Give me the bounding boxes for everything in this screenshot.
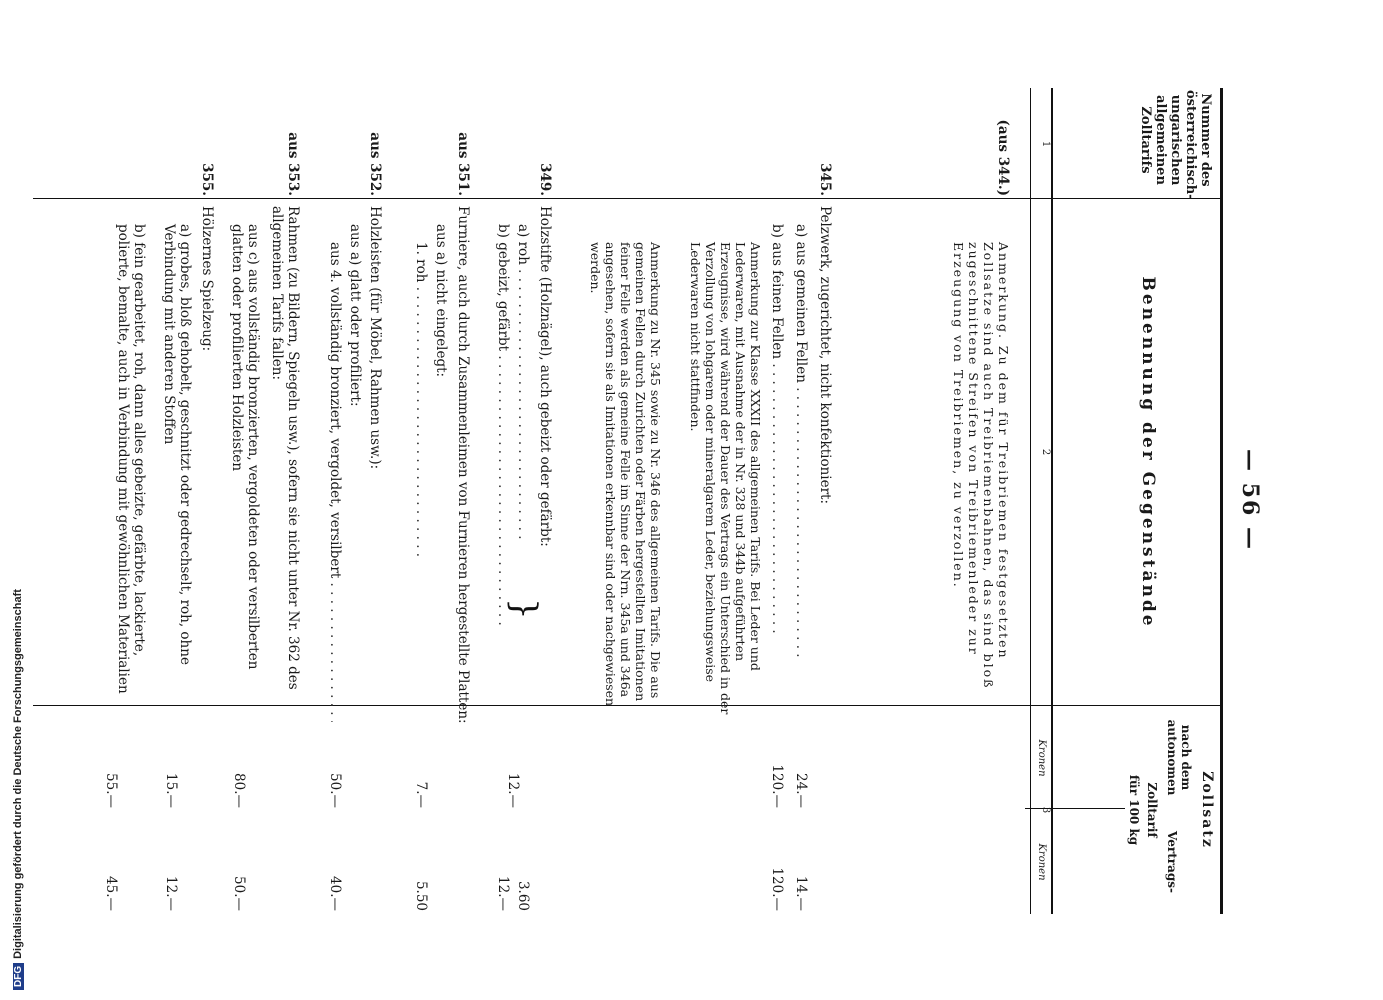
autonomous-rate: 7.— [413,781,429,808]
table-row [99,88,147,914]
treaty-rate: 12.— [163,876,179,911]
table-row [931,88,1011,914]
digitization-note-text: Digitalisierung gefördert durch die Deutsche Forschungsgemeinschaft [12,589,24,959]
item-description: 1. roh . . . [413,206,429,722]
page-number: — 56 — [1237,449,1263,551]
brace-symbol: } [504,598,544,620]
item-description: a) roh . . . [515,206,531,694]
item-note: Anmerkung zu Nr. 345 sowie zu Nr. 346 des allgemeinen Tarifs. Die aus gemeinen Fellen durch Zurichten oder Färben hergestellten Imitationen feiner Felle werden als gemeine Felle im Sinne der Nrn. 345a und 346a angesehen, sofern sie als Imitationen erkennbar sind oder nachgewiesen werden. [588,242,663,707]
treaty-rate: 3.60 [515,880,531,911]
item-description: a) grobes, bloß gehobelt, geschnitzt oder gedrechselt, roh, ohne Verbindung mit anderen Stoffen [161,224,193,665]
table-row [583,88,663,914]
autonomous-rate: 80.— [231,773,247,808]
header-tariff-number: Nummer des österreichisch-ungarischen allgemeinen Zolltarifs [1138,90,1213,200]
treaty-rate: 40.— [327,876,343,911]
column-number-3: 3 [1040,806,1051,814]
autonomous-rate: 50.— [327,773,343,808]
header-bottom-rule [1030,88,1031,914]
item-description: aus 4. vollständig bronziert, vergoldet, versilbert . . . [327,206,343,722]
item-description: Furniere, auch durch Zusammenleimen von Furnieren hergestellte Platten: [455,206,471,724]
tariff-number: 349. [537,163,553,196]
treaty-rate: 5.50 [413,880,429,911]
header-tariff: Zolltarif [1145,782,1159,838]
autonomous-rate: 120.— [769,764,785,808]
tariff-number: 345. [817,163,833,196]
tariff-number: aus 352. [367,132,383,196]
item-description: b) gebeizt, gefärbt . . . [495,206,511,694]
autonomous-rate: 15.— [163,773,179,808]
item-description: Hölzernes Spielzeug: [199,206,215,352]
dfg-logo: DFG [13,963,24,990]
item-note: Anmerkung zur Klasse XXXII des allgemeinen Tarifs. Bei Leder und Lederwaren, mit Ausnahme der in Nr. 328 und 344b aufgeführten Erzeugnisse, wird während der Dauer des Vertrags ein Unterschied in der Verzollung von lohgarem oder mineralgarem Leder, beziehungsweise Lederwaren nicht stattfinden. [688,242,763,715]
tariff-number: 355. [199,163,215,196]
treaty-rate: 45.— [103,876,119,911]
header-per-100kg: für 100 kg [1127,774,1141,846]
table-row [261,88,301,914]
item-description: a) aus gemeinen Fellen . . . [793,206,809,704]
tariff-number: (aus 344.) [995,119,1011,196]
header-mid-rule [1051,88,1053,914]
item-description: Holzleisten (für Möbel, Rahmen usw.): [367,206,383,470]
header-duty-rate: Zollsatz [1199,771,1215,849]
header-autonomous: nach dem autonomen [1165,719,1193,796]
item-description: aus a) glatt oder profiliert: [347,224,363,407]
unit-kronen-treaty: Kronen [1036,843,1047,881]
autonomous-rate: 12.— [505,773,521,808]
tariff-number: aus 353. [285,132,301,196]
header-top-rule [1220,88,1223,914]
column-number-1: 1 [1040,140,1051,148]
table-row [663,88,763,914]
treaty-rate: 50.— [231,876,247,911]
item-description: b) fein gearbeitet, roh, dann alles gebeizte, gefärbte, lackierte, polierte, bemalte, auch in Verbindung mit gewöhnlichen Materialien [115,224,147,694]
table-row [157,88,193,914]
item-description: b) aus feinen Fellen . . . [769,206,785,704]
column-number-2: 2 [1040,448,1051,456]
item-description: Pelzwerk, zugerichtet, nicht konfektioniert: [817,206,833,504]
unit-kronen-autonomous: Kronen [1036,739,1047,777]
item-description: Rahmen (zu Bildern, Spiegeln usw.), sofern sie nicht unter Nr. 362 des allgemeinen Tarifs fallen: [269,206,301,690]
item-description: aus c) aus vollständig bronzierten, vergoldeten oder versilberten glatten oder profilierten Holzleisten [229,224,261,670]
header-description: Benennung der Gegenstände [1138,276,1158,629]
item-note: Anmerkung. Zu dem für Treibriemen festgesetzten Zollsatze sind auch Treibriemenbahnen, das sind bloß zugeschnittene Streifen von Treibriemenleder zur Erzeugung von Treibriemen, zu verzollen. [951,242,1011,690]
header-treaty: Vertrags- [1165,831,1179,893]
autonomous-rate: 55.— [103,773,119,808]
item-description: Holzstifte (Holznägel), auch gebeizt oder gefärbt: [537,206,553,547]
treaty-rate: 12.— [495,876,511,911]
item-description: aus a) nicht eingelegt: [433,224,449,378]
tariff-number: aus 351. [455,132,471,196]
treaty-rate: 14.— [793,876,809,911]
treaty-rate: 120.— [769,867,785,911]
table-row [225,88,261,914]
autonomous-rate: 24.— [793,773,809,808]
